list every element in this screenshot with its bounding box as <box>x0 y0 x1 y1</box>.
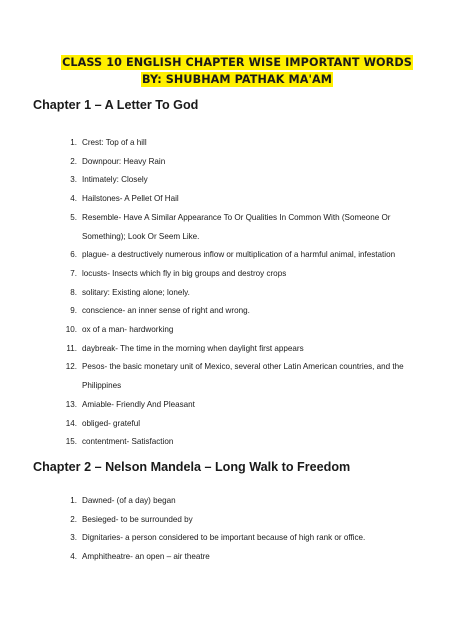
item-text: Amphitheatre- an open – air theatre <box>82 552 210 562</box>
item-number: 3. <box>70 175 77 185</box>
item-text: plague- a destructively numerous inflow or multiplication of a harmful animal, infestation <box>82 250 396 260</box>
list-item <box>0 548 412 567</box>
list-item <box>0 340 412 359</box>
item-number: 6. <box>70 250 77 260</box>
list-item <box>0 265 412 284</box>
item-number: 8. <box>70 287 77 297</box>
item-text: Amiable- Friendly And Pleasant <box>82 399 195 409</box>
list-item <box>0 190 412 209</box>
list-item <box>0 171 412 190</box>
item-text: locusts- Insects which fly in big groups and destroy crops <box>82 268 287 278</box>
item-text: Besieged- to be surrounded by <box>82 514 193 524</box>
item-text: ox of a man- hardworking <box>82 325 174 335</box>
item-text: Crest: Top of a hill <box>82 138 147 147</box>
item-number: 5. <box>70 212 77 222</box>
chapter-2-word-list <box>0 492 412 567</box>
list-item <box>0 153 412 172</box>
item-number: 1. <box>70 496 77 505</box>
item-number: 4. <box>70 552 77 562</box>
chapter-2-heading: Chapter 2 – Nelson Mandela – Long Walk to Freedom <box>33 460 351 474</box>
item-number: 15. <box>65 437 77 447</box>
item-number: 7. <box>70 268 77 278</box>
list-item <box>0 284 412 303</box>
item-text: contentment- Satisfaction <box>82 437 174 447</box>
list-item <box>0 511 412 530</box>
list-item <box>0 396 412 415</box>
chapter-1-heading: Chapter 1 – A Letter To God <box>33 98 199 112</box>
list-item <box>0 433 412 452</box>
item-number: 14. <box>65 418 77 428</box>
list-item <box>0 358 412 395</box>
item-number: 11. <box>66 343 77 353</box>
item-number: 2. <box>70 156 77 166</box>
item-number: 10. <box>65 325 77 335</box>
item-number: 4. <box>70 194 77 204</box>
item-text: Intimately: Closely <box>82 175 148 185</box>
list-item <box>0 134 412 153</box>
list-item <box>0 321 412 340</box>
item-text: Resemble- Have A Similar Appearance To Or Qualities In Common With (Someone Or Something); Look Or Seem Like. <box>82 212 391 241</box>
list-item <box>0 415 412 434</box>
list-item <box>0 209 412 246</box>
item-text: Hailstones- A Pellet Of Hail <box>82 194 179 204</box>
item-text: Pesos- the basic monetary unit of Mexico, several other Latin American countries, and the Philippines <box>82 362 404 391</box>
item-number: 9. <box>70 306 77 316</box>
item-text: conscience- an inner sense of right and wrong. <box>82 306 250 316</box>
item-number: 12. <box>65 362 77 372</box>
list-item <box>0 302 412 321</box>
item-number: 2. <box>70 514 77 524</box>
item-number: 1. <box>70 138 77 147</box>
document-title <box>0 54 474 88</box>
title-line-1: CLASS 10 ENGLISH CHAPTER WISE IMPORTANT WORDS <box>62 56 412 69</box>
list-item <box>0 492 412 511</box>
list-item <box>0 529 412 548</box>
item-text: Downpour: Heavy Rain <box>82 156 166 166</box>
item-text: Dignitaries- a person considered to be important because of high rank or office. <box>82 533 366 543</box>
item-text: Dawned- (of a day) began <box>82 496 176 505</box>
item-text: obliged- grateful <box>82 418 141 428</box>
item-number: 13. <box>65 399 77 409</box>
item-text: solitary: Existing alone; lonely. <box>82 287 190 297</box>
chapter-1-word-list <box>0 134 412 452</box>
item-text: daybreak- The time in the morning when daylight first appears <box>82 343 304 353</box>
title-line-2: BY: SHUBHAM PATHAK MA'AM <box>141 73 333 86</box>
item-number: 3. <box>70 533 77 543</box>
list-item <box>0 246 412 265</box>
